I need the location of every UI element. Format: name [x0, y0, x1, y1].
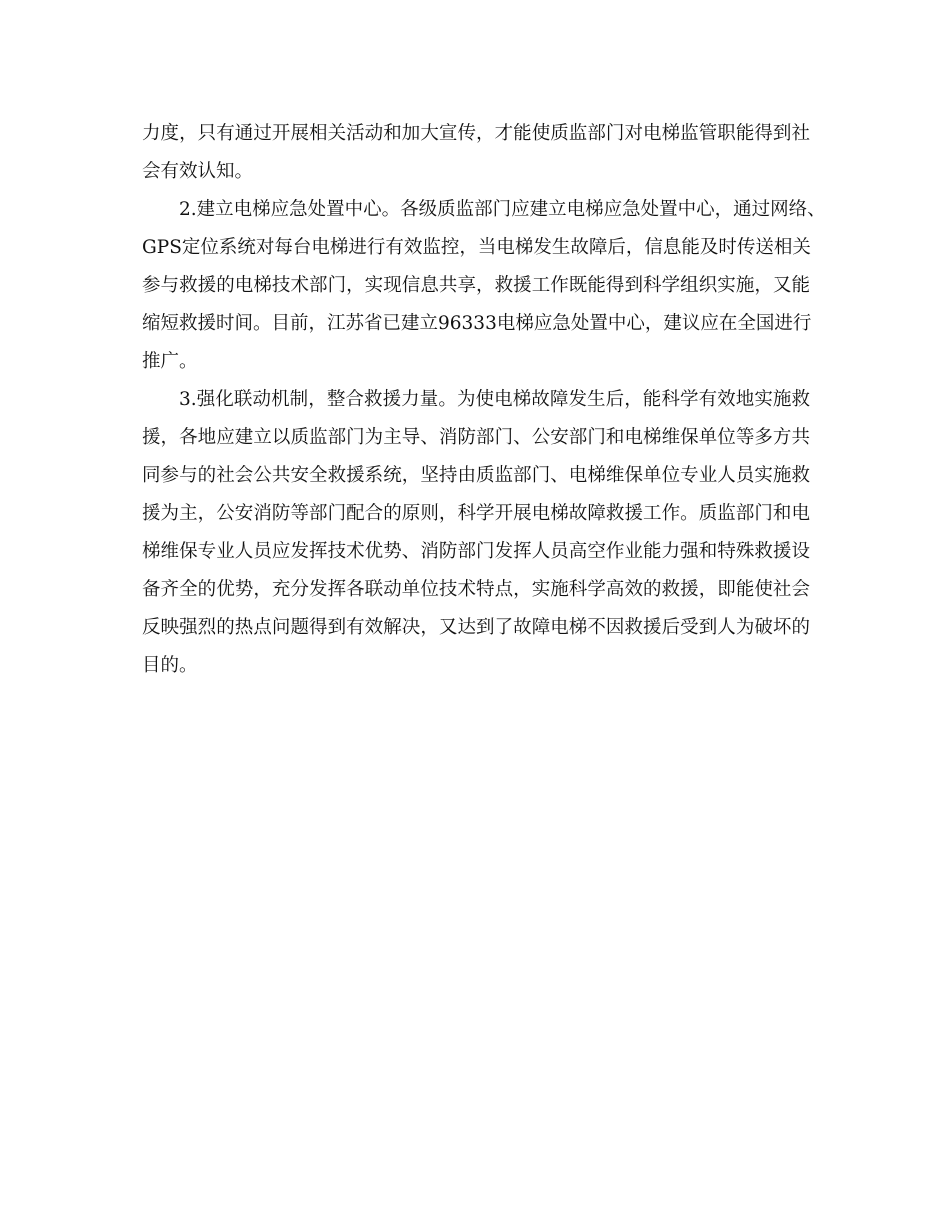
text-line: 援为主，公安消防等部门配合的原则，科学开展电梯故障救援工作。质监部门和电 — [142, 503, 810, 524]
text-line: 备齐全的优势，充分发挥各联动单位技术特点，实施科学高效的救援，即能使社会 — [142, 579, 810, 600]
text-line: 援，各地应建立以质监部门为主导、消防部门、公安部门和电梯维保单位等多方共 — [142, 427, 810, 448]
text-line: 推广。 — [142, 351, 198, 372]
document-body — [142, 115, 826, 685]
text-line: 缩短救援时间。目前，江苏省已建立96333电梯应急处置中心，建议应在全国进行 — [142, 313, 812, 334]
text-line: 3.强化联动机制，整合救援力量。为使电梯故障发生后，能科学有效地实施救 — [179, 389, 810, 410]
text-line: 梯维保专业人员应发挥技术优势、消防部门发挥人员高空作业能力强和特殊救援设 — [142, 541, 810, 562]
text-line: 参与救援的电梯技术部门，实现信息共享，救援工作既能得到科学组织实施，又能 — [142, 275, 810, 296]
text-line: 会有效认知。 — [142, 161, 254, 182]
text-line: 反映强烈的热点问题得到有效解决，又达到了故障电梯不因救援后受到人为破坏的 — [142, 617, 810, 638]
text-line: 力度，只有通过开展相关活动和加大宣传，才能使质监部门对电梯监管职能得到社 — [142, 123, 810, 144]
text-line: 目的。 — [142, 655, 198, 676]
text-line: GPS定位系统对每台电梯进行有效监控，当电梯发生故障后，信息能及时传送相关 — [142, 237, 811, 258]
text-line: 2.建立电梯应急处置中心。各级质监部门应建立电梯应急处置中心，通过网络、 — [179, 199, 826, 220]
text-line: 同参与的社会公共安全救援系统，坚持由质监部门、电梯维保单位专业人员实施救 — [142, 465, 810, 486]
